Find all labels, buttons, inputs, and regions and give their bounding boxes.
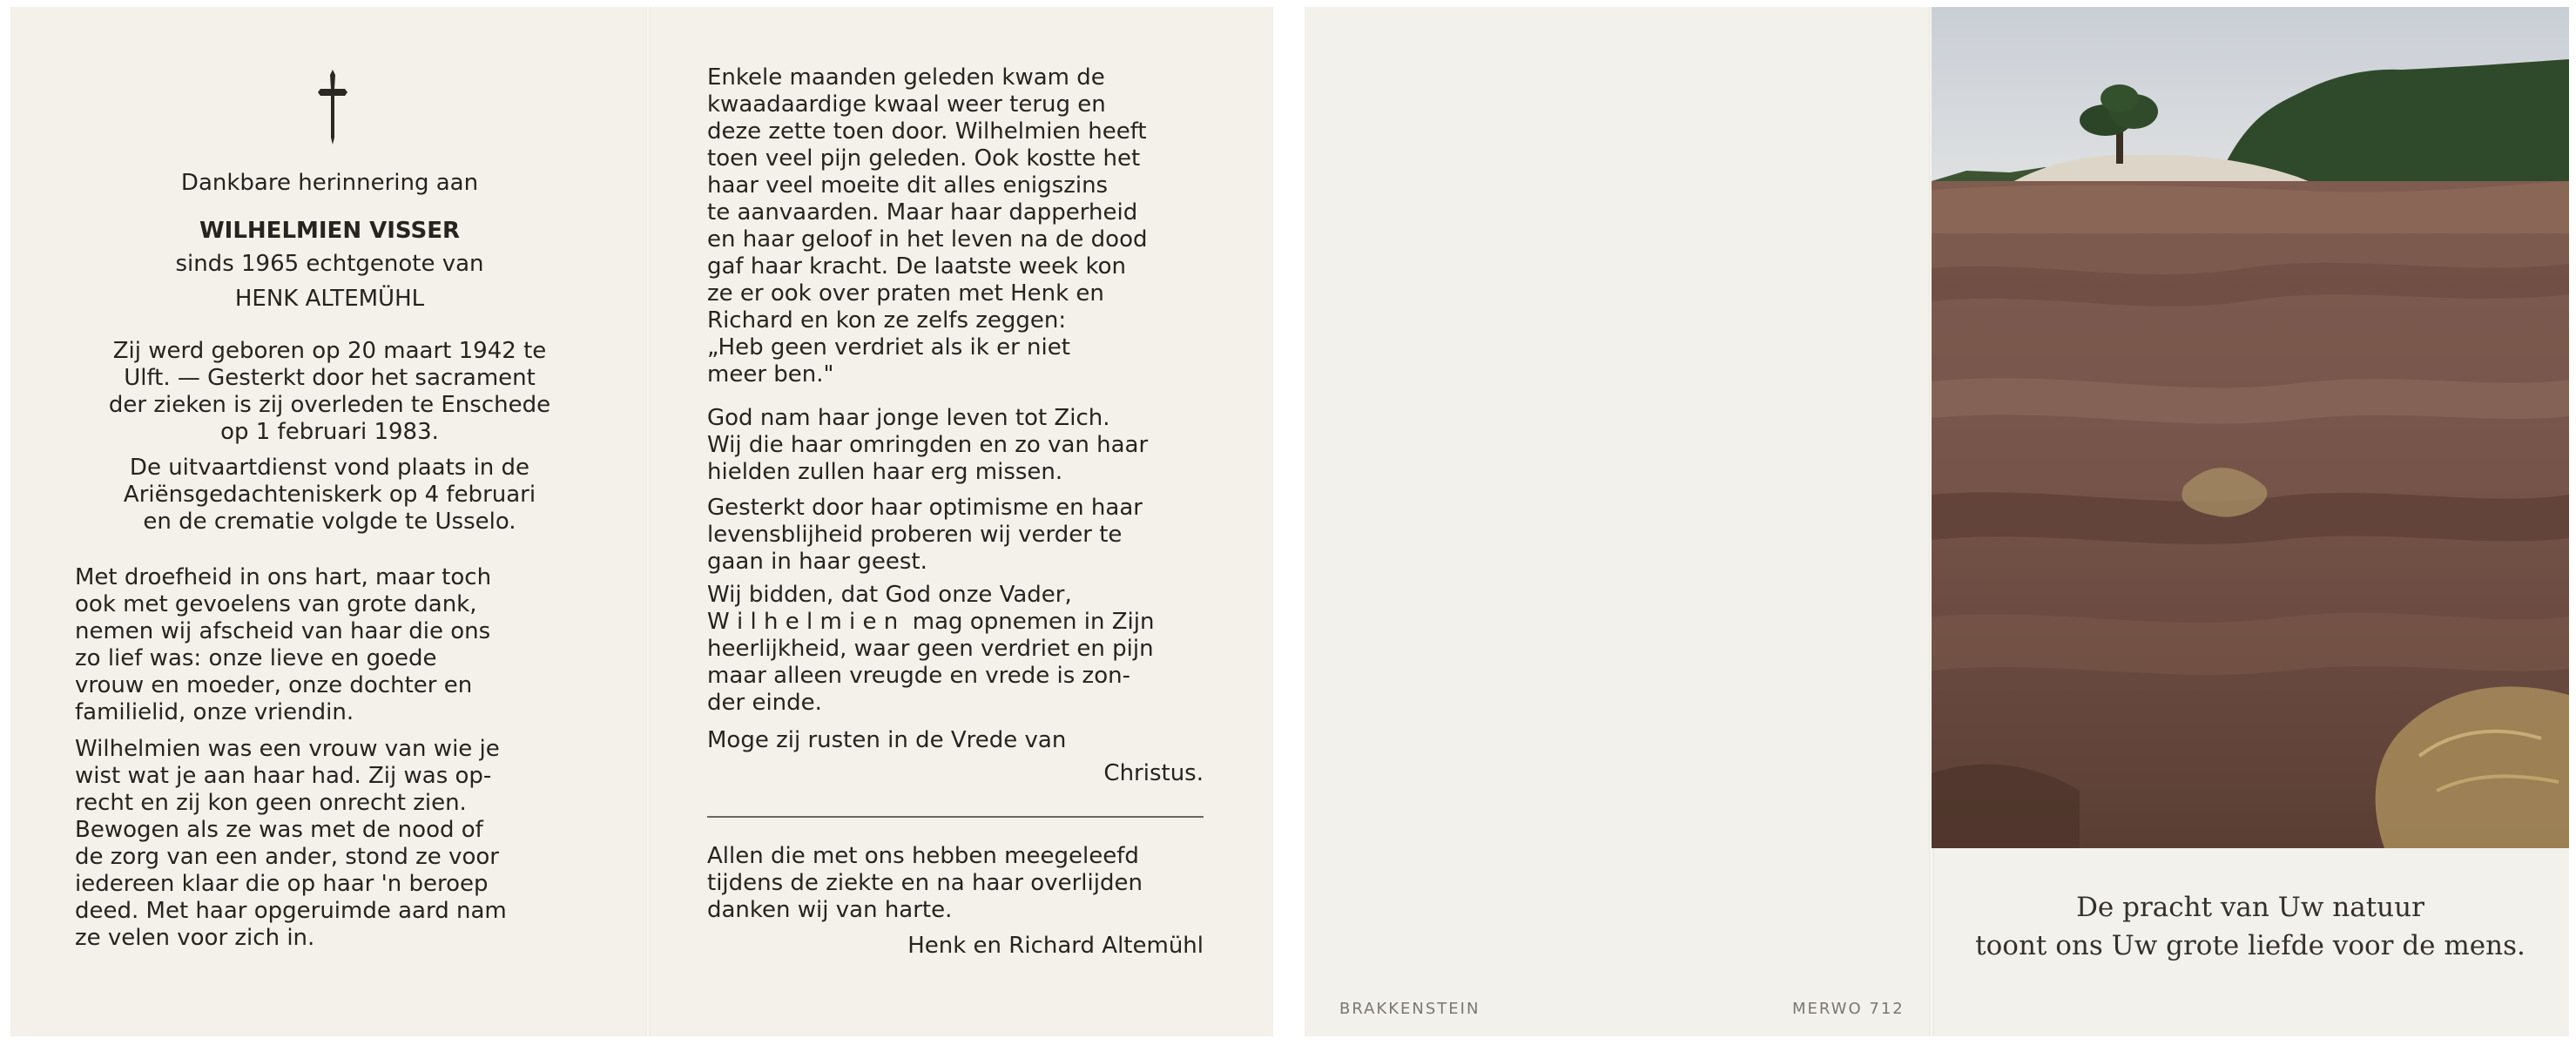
para4-line: God nam haar jonge leven tot Zich.	[707, 405, 1110, 431]
divider	[707, 816, 1204, 818]
para3-line: te aanvaarden. Maar haar dapperheid	[707, 199, 1138, 226]
heath-landscape-photo	[1932, 7, 2569, 848]
bio-line: Zij werd geboren op 20 maart 1942 te	[112, 338, 547, 364]
funeral-line: De uitvaartdienst vond plaats in de	[129, 455, 530, 481]
para3-line: Enkele maanden geleden kwam de	[707, 64, 1105, 91]
para5-line: Gesterkt door haar optimisme en haar	[707, 495, 1143, 521]
bio-line: Ulft. — Gesterkt door het sacrament	[124, 365, 536, 391]
para6-line: maar alleen vreugde en vrede is zon-	[707, 663, 1130, 689]
para1-line: familielid, onze vriendin.	[75, 699, 354, 725]
para1-line: ook met gevoelens van grote dank,	[75, 591, 477, 617]
para2-line: recht en zij kon geen onrecht zien.	[75, 790, 467, 816]
para5-line: levensblijheid proberen wij verder te	[707, 522, 1123, 548]
para6-line: Wij bidden, dat God onze Vader,	[707, 582, 1072, 608]
married-since: sinds 1965 echtgenote van	[175, 251, 484, 277]
signature: Henk en Richard Altemühl	[907, 933, 1204, 959]
caption-line: De pracht van Uw natuur	[2076, 892, 2424, 923]
para3-line: en haar geloof in het leven na de dood	[707, 226, 1148, 253]
para1-line: zo lief was: onze lieve en goede	[75, 645, 437, 671]
funeral-line: Ariënsgedachteniskerk op 4 februari	[123, 482, 536, 508]
para3-line: haar veel moeite dit alles enigszins	[707, 172, 1109, 199]
para3-line: deze zette toen door. Wilhelmien heeft	[707, 118, 1147, 145]
para3-line: „Heb geen verdriet als ik er niet	[707, 334, 1070, 361]
para6-line: W i l h e l m i e n mag opnemen in Zijn	[707, 609, 1155, 635]
para2-line: Bewogen als ze was met de nood of	[75, 817, 483, 843]
para3-line: toen veel pijn geleden. Ook kostte het	[707, 145, 1141, 172]
funeral-line: en de crematie volgde te Usselo.	[143, 509, 516, 535]
husband-name: HENK ALTEMÜHL	[234, 286, 425, 312]
para6-line: der einde.	[707, 690, 822, 716]
cross-icon	[315, 68, 350, 146]
para2-line: Wilhelmien was een vrouw van wie je	[75, 736, 500, 762]
para3-line: ze er ook over praten met Henk en	[707, 280, 1104, 307]
product-code: MERWO 712	[1792, 1000, 1905, 1018]
para3-line: kwaadaardige kwaal weer terug en	[707, 91, 1106, 118]
para4-line: Wij die haar omringden en zo van haar	[707, 432, 1149, 458]
prayer-line: Moge zij rusten in de Vrede van	[707, 727, 1067, 753]
intro-text: Dankbare herinnering aan	[180, 170, 479, 196]
para2-line: deed. Met haar opgeruimde aard nam	[75, 898, 507, 924]
para6-line: heerlijkheid, waar geen verdriet en pijn	[707, 636, 1154, 662]
para3-line: Richard en kon ze zelfs zeggen:	[707, 307, 1067, 334]
thanks-line: danken wij van harte.	[707, 897, 953, 923]
para3-line: meer ben."	[707, 361, 834, 388]
deceased-name: WILHELMIEN VISSER	[199, 218, 460, 244]
para1-line: vrouw en moeder, onze dochter en	[75, 672, 473, 698]
para4-line: hielden zullen haar erg missen.	[707, 459, 1063, 485]
caption-line: toont ons Uw grote liefde voor de mens.	[1975, 930, 2525, 961]
card-back-panel	[1305, 7, 1932, 1036]
para2-line: wist wat je aan haar had. Zij was op-	[75, 763, 492, 789]
para2-line: iedereen klaar die op haar 'n beroep	[75, 871, 489, 897]
thanks-line: Allen die met ons hebben meegeleefd	[707, 843, 1139, 869]
para1-line: Met droefheid in ons hart, maar toch	[75, 564, 492, 590]
thanks-line: tijdens de ziekte en na haar overlijden	[707, 870, 1143, 896]
para3-line: gaf haar kracht. De laatste week kon	[707, 253, 1126, 280]
para5-line: gaan in haar geest.	[707, 549, 927, 575]
para2-line: ze velen voor zich in.	[75, 925, 315, 951]
para1-line: nemen wij afscheid van haar die ons	[75, 618, 491, 644]
publisher-label: BRAKKENSTEIN	[1339, 1000, 1480, 1018]
bio-line: op 1 februari 1983.	[220, 419, 439, 445]
para2-line: de zorg van een ander, stond ze voor	[75, 844, 499, 870]
prayer-end: Christus.	[1103, 760, 1204, 786]
bio-line: der zieken is zij overleden te Enschede	[108, 392, 551, 418]
